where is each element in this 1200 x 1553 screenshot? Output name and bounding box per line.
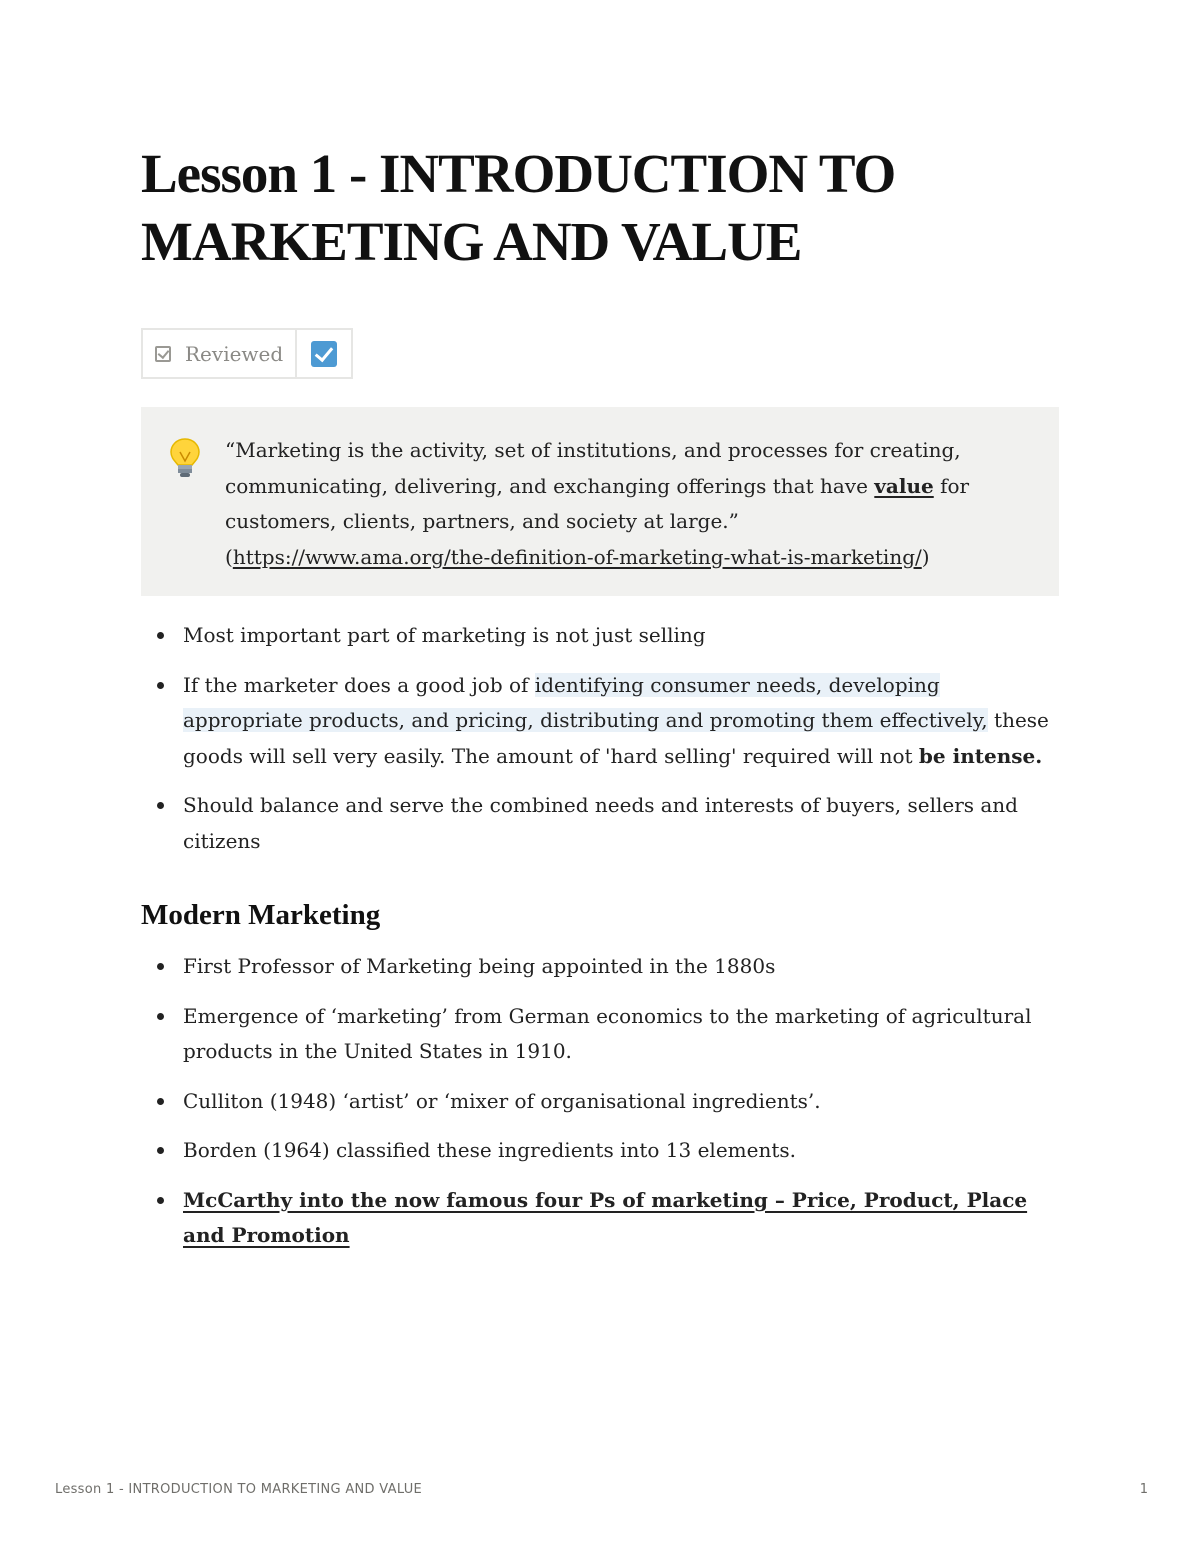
modern-marketing-bullet-list [141,949,1059,1254]
callout-text-before: “Marketing is the activity, set of institutions, and processes for creating, communicating, delivering, and exchanging offerings that have [225,438,961,498]
property-value-cell[interactable] [297,330,351,377]
bullet-text: these goods will sell very easily. The amount of 'hard selling' required will not [183,708,1049,768]
intro-bullet-list [141,618,1059,859]
ama-definition-link[interactable]: https://www.ama.org/the-definition-of-marketing-what-is-marketing/ [232,544,922,569]
list-item: Culliton (1948) ‘artist’ or ‘mixer of organisational ingredients’. [141,1084,1059,1120]
page-title: Lesson 1 - INTRODUCTION TO MARKETING AND VALUE [141,143,896,272]
property-name-cell [143,330,297,377]
list-item: Emergence of ‘marketing’ from German economics to the marketing of agricultural products in the United States in 1910. [141,999,1059,1070]
reviewed-checkbox[interactable] [311,341,337,367]
lightbulb-icon [169,433,205,570]
list-item: First Professor of Marketing being appointed in the 1880s [141,949,1059,985]
bullet-text: If the marketer does a good job of [183,672,535,697]
four-ps-text: McCarthy into the now famous four Ps of marketing – Price, Product, Place and Promotion [183,1187,1028,1247]
link-open-paren: ( [225,544,233,569]
value-emphasis: value [874,473,934,498]
page-content [141,140,1059,1268]
section-heading-modern-marketing: Modern Marketing [141,899,381,931]
list-item: Most important part of marketing is not just selling [141,618,1059,654]
list-item: Borden (1964) classified these ingredients into 13 elements. [141,1133,1059,1169]
callout-text [225,433,1023,570]
list-item [141,668,1059,775]
list-item [141,1183,1059,1254]
bold-text: be intense. [918,743,1043,768]
definition-callout [141,407,1059,596]
property-label: Reviewed [185,341,284,366]
callout-text-after: for customers, clients, partners, and society at large.” [225,473,970,533]
checkbox-property-icon [155,346,171,362]
highlighted-text: identifying consumer needs, developing appropriate products, and pricing, distributing and promoting them effectively, [183,672,988,732]
footer-title: Lesson 1 - INTRODUCTION TO MARKETING AND VALUE [55,1482,423,1497]
list-item: Should balance and serve the combined needs and interests of buyers, sellers and citizens [141,788,1059,859]
reviewed-property [141,328,353,379]
page-number: 1 [1139,1482,1148,1497]
link-close-paren: ) [921,544,930,569]
